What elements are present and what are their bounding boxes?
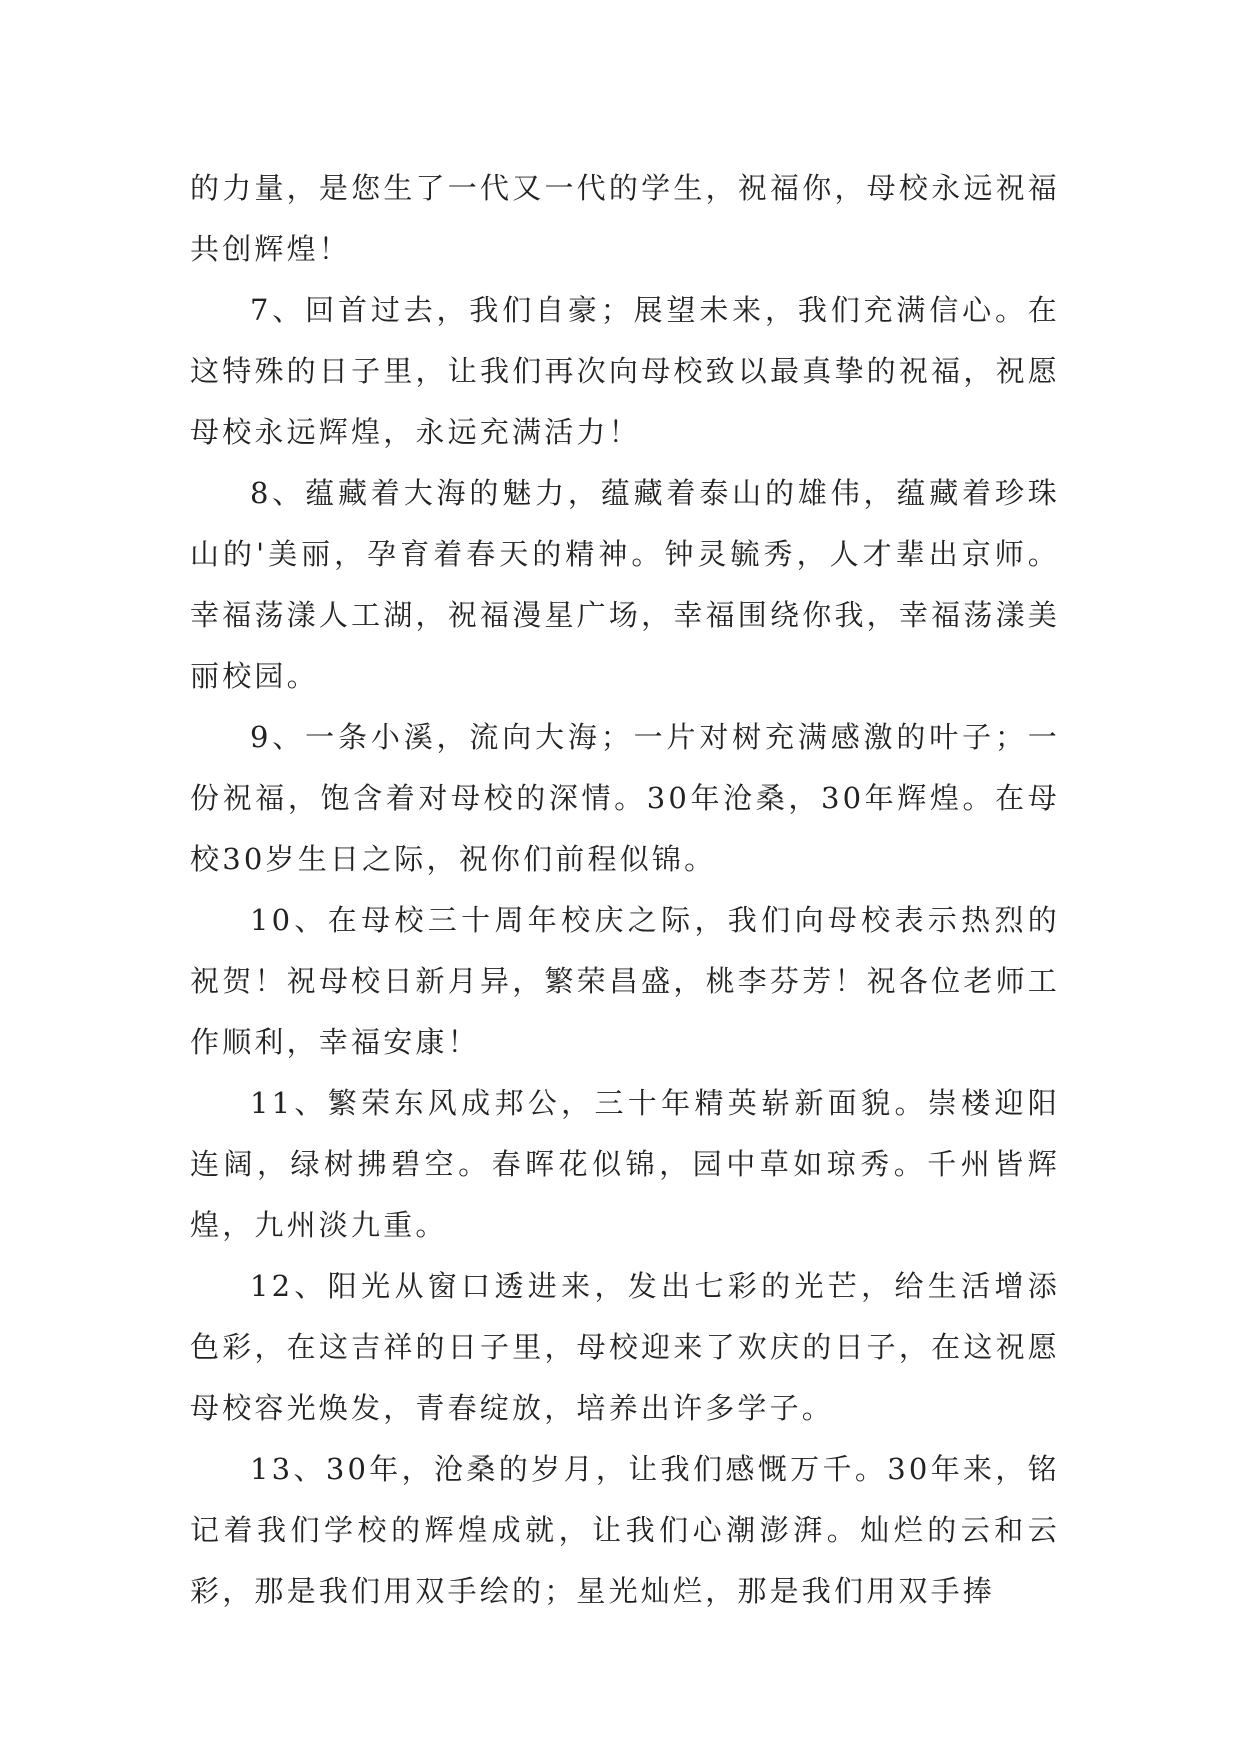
paragraph-item-10: 10、在母校三十周年校庆之际，我们向母校表示热烈的祝贺！祝母校日新月异，繁荣昌盛，桃李芬芳！祝各位老师工作顺利，幸福安康！	[190, 903, 1060, 1059]
document-body	[190, 158, 1060, 1622]
paragraph-item-9: 9、一条小溪，流向大海；一片对树充满感激的叶子；一份祝福，饱含着对母校的深情。30年沧桑，30年辉煌。在母校30岁生日之际，祝你们前程似锦。	[190, 720, 1060, 876]
paragraph-item-7: 7、回首过去，我们自豪；展望未来，我们充满信心。在这特殊的日子里，让我们再次向母校致以最真挚的祝福，祝愿母校永远辉煌，永远充满活力！	[190, 293, 1060, 449]
paragraph-item-12: 12、阳光从窗口透进来，发出七彩的光芒，给生活增添色彩，在这吉祥的日子里，母校迎来了欢庆的日子，在这祝愿母校容光焕发，青春绽放，培养出许多学子。	[190, 1269, 1060, 1425]
paragraph-item-13: 13、30年，沧桑的岁月，让我们感慨万千。30年来，铭记着我们学校的辉煌成就，让我们心潮澎湃。灿烂的云和云彩，那是我们用双手绘的；星光灿烂，那是我们用双手捧	[190, 1452, 1060, 1608]
paragraph-item-11: 11、繁荣东风成邦公，三十年精英崭新面貌。崇楼迎阳连阔，绿树拂碧空。春晖花似锦，园中草如琼秀。千州皆辉煌，九州淡九重。	[190, 1086, 1060, 1242]
paragraph-item-8: 8、蕴藏着大海的魅力，蕴藏着泰山的雄伟，蕴藏着珍珠山的'美丽，孕育着春天的精神。钟灵毓秀，人才辈出京师。幸福荡漾人工湖，祝福漫星广场，幸福围绕你我，幸福荡漾美丽校园。	[190, 476, 1060, 693]
paragraph-continuation: 的力量，是您生了一代又一代的学生，祝福你，母校永远祝福共创辉煌！	[190, 171, 1060, 266]
